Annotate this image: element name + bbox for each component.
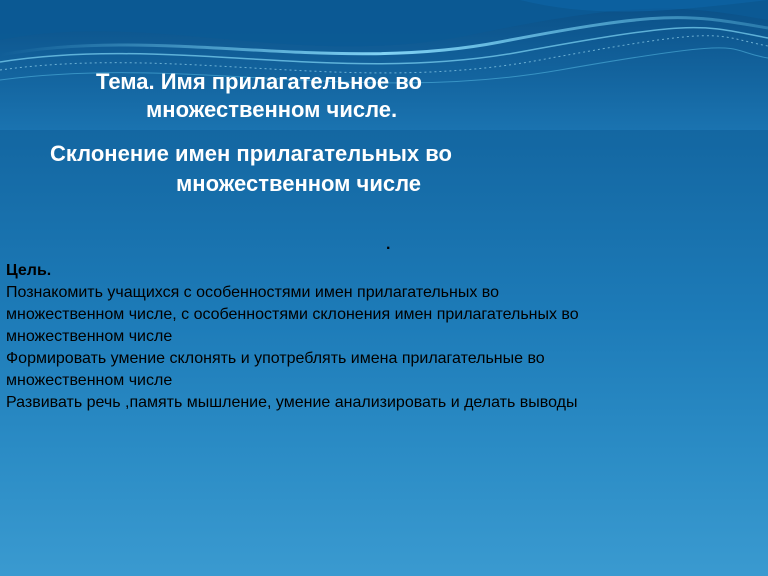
separator-dot: . [386,236,391,253]
goal-line: множественном числе [6,372,173,389]
goal-line: множественном числе [6,328,173,345]
slide-title-line-1: Тема. Имя прилагательное во [96,69,422,94]
slide-title-line-2: множественном числе. [146,97,398,122]
goal-line: Познакомить учащихся с особенностями имен прилагательных во [6,284,499,301]
goals-section [6,260,746,414]
goal-line: Формировать умение склонять и употреблять имена прилагательные во [6,350,545,367]
goal-line: множественном числе, с особенностями склонения имен прилагательных во [6,306,579,323]
slide-subtitle-line-1: Склонение имен прилагательных во [50,141,452,166]
goal-line: Развивать речь ,память мышление, умение анализировать и делать выводы [6,394,578,411]
slide-subtitle-line-2: множественном числе [176,171,422,196]
goal-heading: Цель. [6,262,52,279]
